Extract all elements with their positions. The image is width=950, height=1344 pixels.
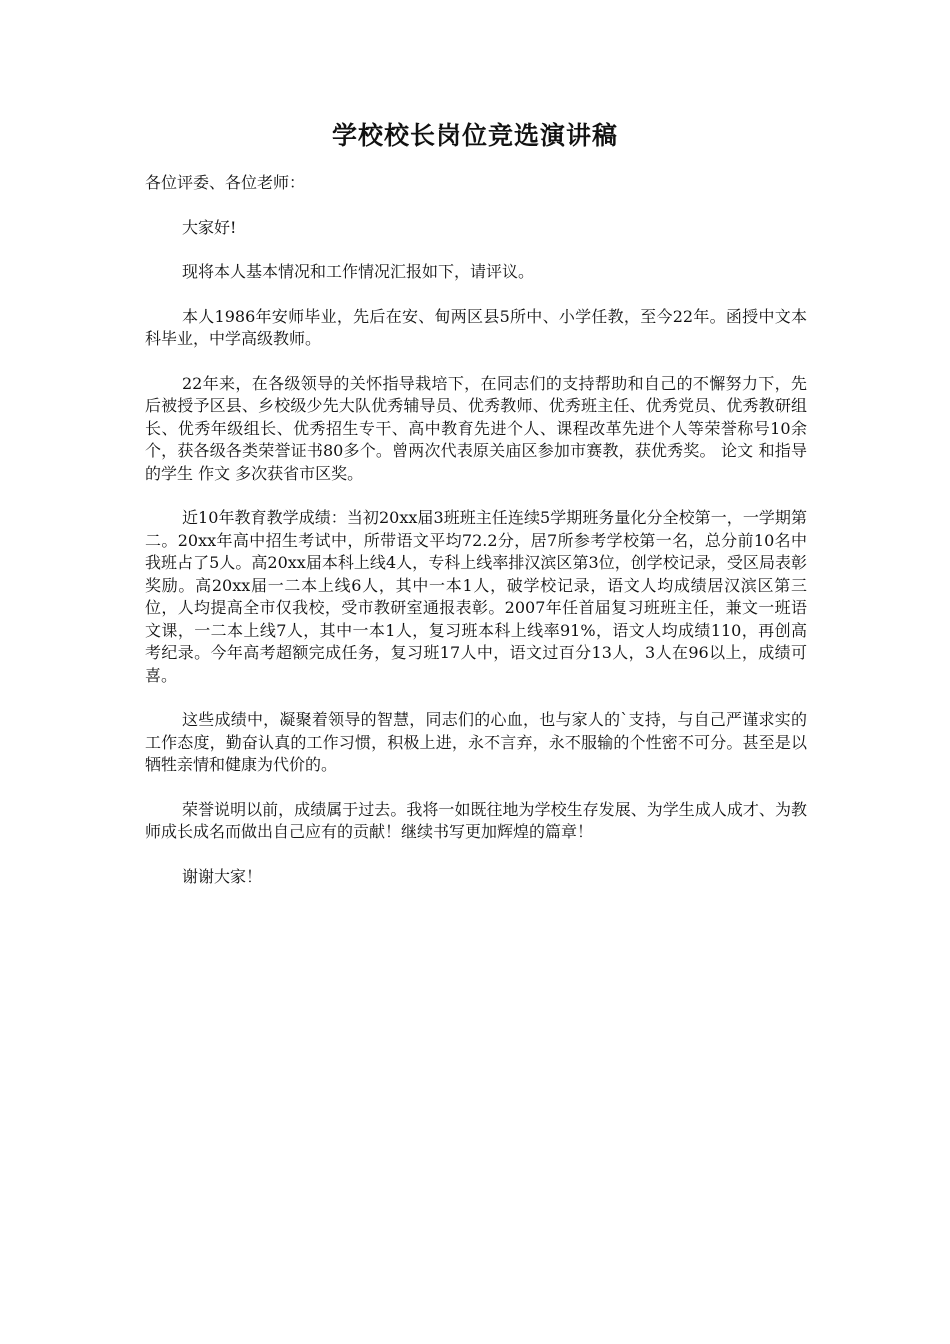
document-title: 学校校长岗位竞选演讲稿 xyxy=(331,121,618,150)
paragraph-honors: 22年来，在各级领导的关怀指导栽培下，在同志们的支持帮助和自己的不懈努力下，先后被授予区县、乡校级少先大队优秀辅导员、优秀教师、优秀班主任、优秀党员、优秀教研组长、优秀年级组长、优秀招生专干、高中教育先进个人、课程改革先进个人等荣誉称号10余个，获各级各类荣誉证书80多个。曾两次代表原关庙区参加市赛教，获优秀奖。 论文 和指导的学生 作文 多次获省市区奖。 xyxy=(145,373,807,483)
paragraph-gratitude: 这些成绩中，凝聚着领导的智慧，同志们的心血，也与家人的`支持，与自己严谨求实的工作态度，勤奋认真的工作习惯，积极上进，永不言弃，永不服输的个性密不可分。甚至是以牺牲亲情和健康为代价的。 xyxy=(145,710,807,774)
salutation: 各位评委、各位老师： xyxy=(145,173,306,192)
paragraph-background: 本人1986年安师毕业，先后在安、甸两区县5所中、小学任教，至今22年。函授中文本科毕业，中学高级教师。 xyxy=(145,306,807,348)
paragraph-closing: 谢谢大家！ xyxy=(182,866,263,886)
document-body xyxy=(145,172,807,910)
paragraph-greeting: 大家好! xyxy=(182,217,237,237)
paragraph-commitment: 荣誉说明以前，成绩属于过去。我将一如既往地为学校生存发展、为学生成人成才、为教师成长成名而做出自己应有的贡献！继续书写更加辉煌的篇章！ xyxy=(145,799,807,841)
paragraph-intro: 现将本人基本情况和工作情况汇报如下，请评议。 xyxy=(182,262,535,281)
paragraph-achievements: 近10年教育教学成绩：当初20xx届3班班主任连续5学期班务量化分全校第一，一学期第二。20xx年高中招生考试中，所带语文平均72.2分，居7所参考学校第一名，总分前10名中我班占了5人。高20xx届本科上线4人，专科上线率排汉滨区第3位，创学校记录，受区局表彰奖励。高20xx届一二本上线6人，其中一本1人，破学校记录，语文人均成绩居汉滨区第三位，人均提高全市仅我校，受市教研室通报表彰。2007年任首届复习班班主任，兼文一班语文课，一二本上线7人，其中一本1人，复习班本科上线率91%，语文人均成绩110，再创高考纪录。今年高考超额完成任务，复习班17人中，语文过百分13人，3人在96以上，成绩可喜。 xyxy=(145,508,807,685)
